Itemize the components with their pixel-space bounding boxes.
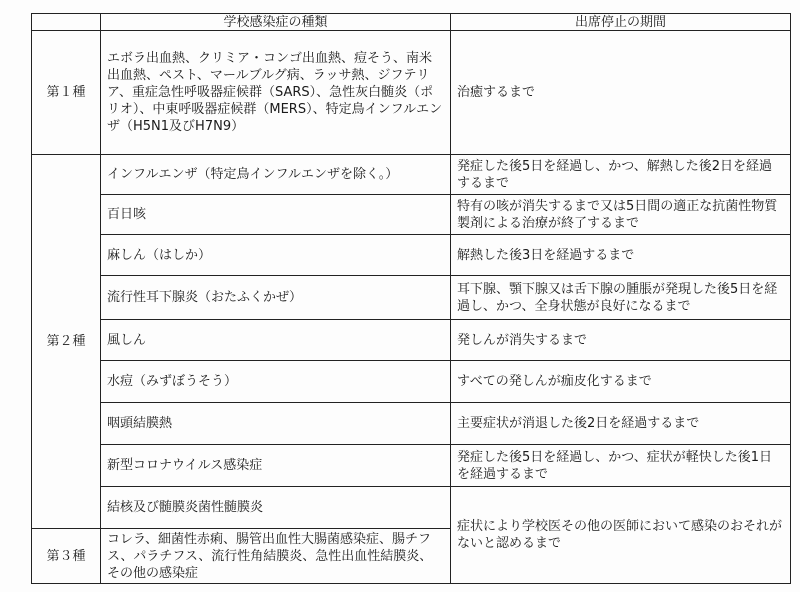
header-row [32, 14, 791, 31]
period-cell [451, 445, 791, 487]
disease-text: 水痘（みずぼうそう） [107, 374, 238, 389]
table-row [32, 361, 791, 403]
period-text: 発しんが消失するまで [457, 332, 588, 348]
table-row [32, 445, 791, 487]
disease-cell [101, 403, 451, 445]
period-cell [451, 276, 791, 320]
disease-cell [101, 235, 451, 276]
period-text: 症状により学校医その他の医師において感染のおそれがないと認めるまで [457, 519, 783, 551]
period-text: 治癒するまで [457, 85, 536, 100]
category-label-2: 第２種 [32, 155, 101, 529]
disease-cell [101, 361, 451, 403]
school-infectious-disease-table [31, 13, 791, 584]
disease-cell [101, 195, 451, 235]
disease-text: 咽頭結膜熱 [107, 416, 173, 431]
table-row [32, 195, 791, 235]
disease-cell [101, 31, 451, 155]
disease-text: 流行性耳下腺炎（おたふくかぜ） [107, 290, 303, 305]
disease-cell [101, 487, 451, 529]
period-text: 主要症状が消退した後2日を経過するまで [457, 416, 700, 431]
table-row [32, 320, 791, 361]
disease-cell [101, 276, 451, 320]
disease-text: 麻しん（はしか） [107, 247, 212, 263]
period-cell [451, 155, 791, 195]
disease-text: 百日咳 [107, 207, 147, 222]
header-category-cell [32, 14, 101, 31]
table-row [32, 235, 791, 276]
header-disease-type: 学校感染症の種類 [101, 14, 451, 31]
period-text: 耳下腺、顎下腺又は舌下腺の腫脹が発現した後5日を経過し、かつ、全身状態が良好になるまで [457, 281, 778, 314]
disease-cell [101, 320, 451, 361]
period-cell-merged [451, 487, 791, 584]
table-row [32, 487, 791, 529]
table-row [32, 155, 791, 195]
period-text: 発症した後5日を経過し、かつ、症状が軽快した後1日を経過するまで [457, 449, 773, 482]
period-cell [451, 235, 791, 276]
category-label-3: 第３種 [32, 529, 101, 584]
disease-text: コレラ、細菌性赤痢、腸管出血性大腸菌感染症、腸チフス、パラチフス、流行性角結膜炎、急性出血性結膜炎、その他の感染症 [107, 531, 433, 581]
disease-text: インフルエンザ（特定鳥インフルエンザを除く。） [107, 167, 399, 182]
period-cell [451, 361, 791, 403]
period-cell [451, 320, 791, 361]
period-text: 解熱した後3日を経過するまで [457, 247, 635, 263]
disease-cell [101, 529, 451, 584]
disease-text: 結核及び髄膜炎菌性髄膜炎 [107, 500, 264, 515]
period-text: すべての発しんが痂皮化するまで [457, 374, 652, 389]
disease-text: 風しん [107, 332, 147, 348]
category-label-1: 第１種 [32, 31, 101, 155]
period-text: 特有の咳が消失するまで又は5日間の適正な抗菌性物質製剤による治療が終了するまで [457, 198, 778, 231]
table-row [32, 276, 791, 320]
table-row [32, 403, 791, 445]
disease-text: 新型コロナウイルス感染症 [107, 458, 263, 473]
period-cell [451, 195, 791, 235]
disease-cell [101, 445, 451, 487]
period-cell [451, 403, 791, 445]
period-text: 発症した後5日を経過し、かつ、解熱した後2日を経過するまで [457, 158, 773, 191]
disease-text: エボラ出血熱、クリミア・コンゴ出血熱、痘そう、南米出血熱、ペスト、マールブルグ病、ラッサ熱、ジフテリア、重症急性呼吸器症候群（SARS）、急性灰白髄炎（ポリオ）、中東呼吸器症候群（MERS）、特定鳥インフルエンザ（H5N1及びH7N9） [107, 51, 443, 134]
period-cell [451, 31, 791, 155]
header-suspension-period: 出席停止の期間 [451, 14, 791, 31]
disease-cell [101, 155, 451, 195]
table-row [32, 31, 791, 155]
